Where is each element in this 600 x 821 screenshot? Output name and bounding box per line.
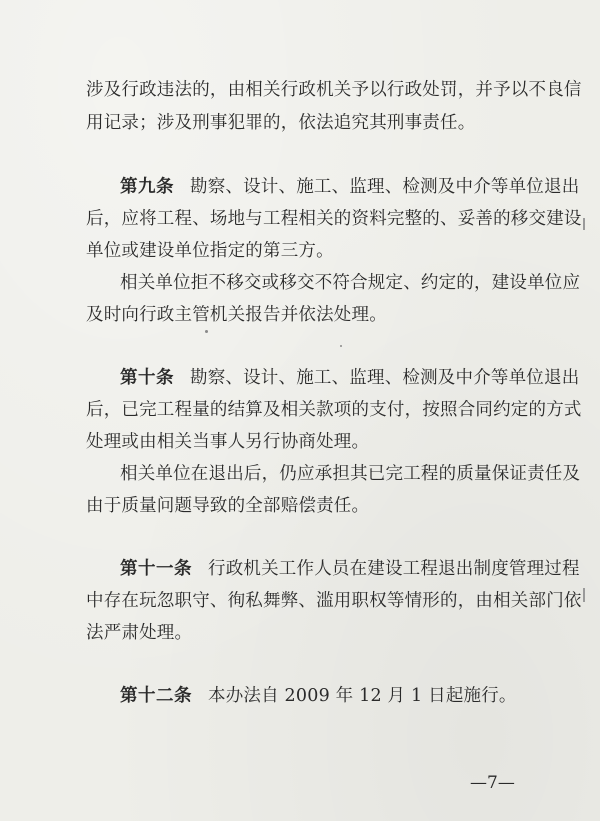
article-9-heading-line	[120, 175, 579, 199]
page-number: —7—	[470, 773, 515, 793]
text-line: 相关单位在退出后，仍应承担其已完工程的质量保证责任及	[120, 464, 581, 484]
text-line: 由于质量问题导致的全部赔偿责任。	[86, 496, 370, 516]
text-line: 后，已完工程量的结算及相关款项的支付，按照合同约定的方式	[86, 400, 582, 420]
article-10-label: 第十条	[120, 368, 174, 388]
text-line: 相关单位拒不移交或移交不符合规定、约定的，建设单位应	[120, 273, 581, 293]
text-line: 用记录；涉及刑事犯罪的，依法追究其刑事责任。	[86, 113, 476, 133]
text-line: 行政机关工作人员在建设工程退出制度管理过程	[208, 559, 580, 579]
scan-speck	[340, 345, 342, 347]
text-line: 及时向行政主管机关报告并依法处理。	[86, 305, 387, 325]
text-line: 本办法自 2009 年 12 月 1 日起施行。	[208, 686, 517, 706]
text-line: 勘察、设计、施工、监理、检测及中介等单位退出	[190, 368, 580, 388]
text-line: 勘察、设计、施工、监理、检测及中介等单位退出	[190, 177, 580, 197]
article-12-label: 第十二条	[120, 686, 192, 706]
text-line: 中存在玩忽职守、徇私舞弊、滥用职权等情形的，由相关部门依	[86, 591, 582, 611]
text-line: 单位或建设单位指定的第三方。	[86, 241, 334, 261]
text-line: 处理或由相关当事人另行协商处理。	[86, 432, 370, 452]
article-10-heading-line	[120, 366, 579, 390]
article-9-label: 第九条	[120, 177, 174, 197]
text-line: 后，应将工程、场地与工程相关的资料完整的、妥善的移交建设	[86, 209, 582, 229]
scan-speck	[205, 330, 208, 333]
text-line: 涉及行政违法的，由相关行政机关予以行政处罚，并予以不良信	[86, 80, 582, 100]
scan-mark	[583, 588, 585, 602]
scan-mark	[583, 218, 585, 230]
article-11-label: 第十一条	[120, 559, 192, 579]
article-12-line	[120, 684, 517, 708]
article-11-heading-line	[120, 557, 580, 581]
text-line: 法严肃处理。	[86, 623, 193, 643]
